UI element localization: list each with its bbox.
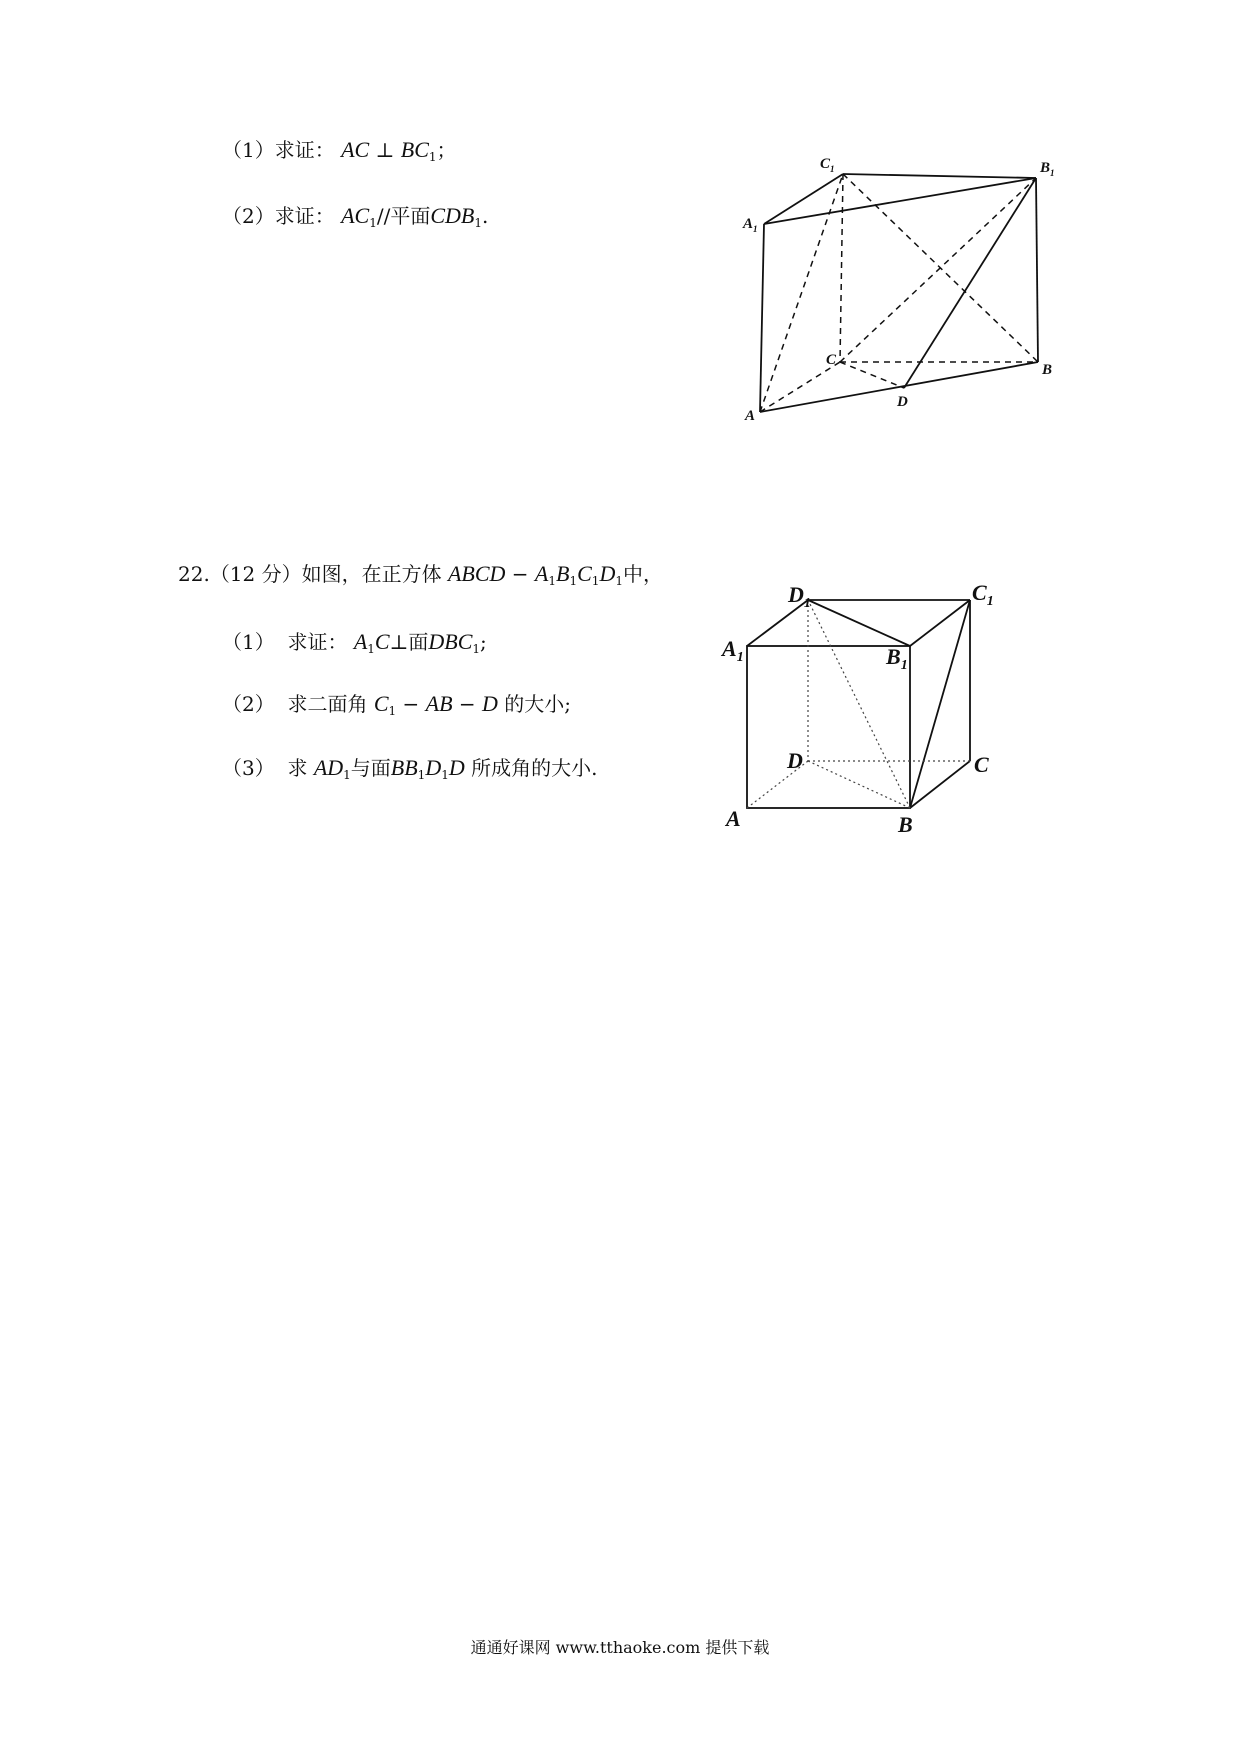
prism-figure [730,150,1060,430]
q21-part2: （2）求证： $AC_1//$平面$CDB_1$. [222,203,489,230]
q22-intro: 22.（12 分）如图，在正方体 ABCD − $A_1B_1C_1D_1$中， [178,561,663,588]
q22-part2: （2） 求二面角 $C_1$ − AB − D 的大小; [222,691,571,718]
q22-part3: （3） 求 $AD_1$与面$BB_1D_1D$ 所成角的大小. [222,755,598,782]
label-D-cube: D [787,748,803,773]
label-A-prism: A [745,408,756,424]
label-B1-prism: $B_1$ [1040,160,1055,178]
q21-part1: （1）求证： AC ⊥ $BC_1$； [222,137,457,164]
label-A1-prism: $A_1$ [743,216,758,234]
label-A1-cube: $A_1$ [722,636,744,665]
footer: 通通好课网 www.tthaoke.com 提供下载 [470,1638,770,1657]
label-A-cube: A [726,806,741,831]
label-B-prism: B [1042,362,1053,378]
cube-figure [715,570,1005,840]
label-D1-cube: $D_1$ [788,582,811,611]
q22-part1: （1） 求证： $A_1C\perp$面$DBC_1$; [222,629,487,656]
label-C-cube: C [974,752,989,777]
label-C-prism: C [826,352,837,368]
label-B1-cube: $B_1$ [886,644,908,673]
label-D-prism: D [897,394,908,410]
label-C1-cube: $C_1$ [972,580,994,609]
label-C1-prism: $C_1$ [820,156,835,174]
label-B-cube: B [898,812,913,837]
